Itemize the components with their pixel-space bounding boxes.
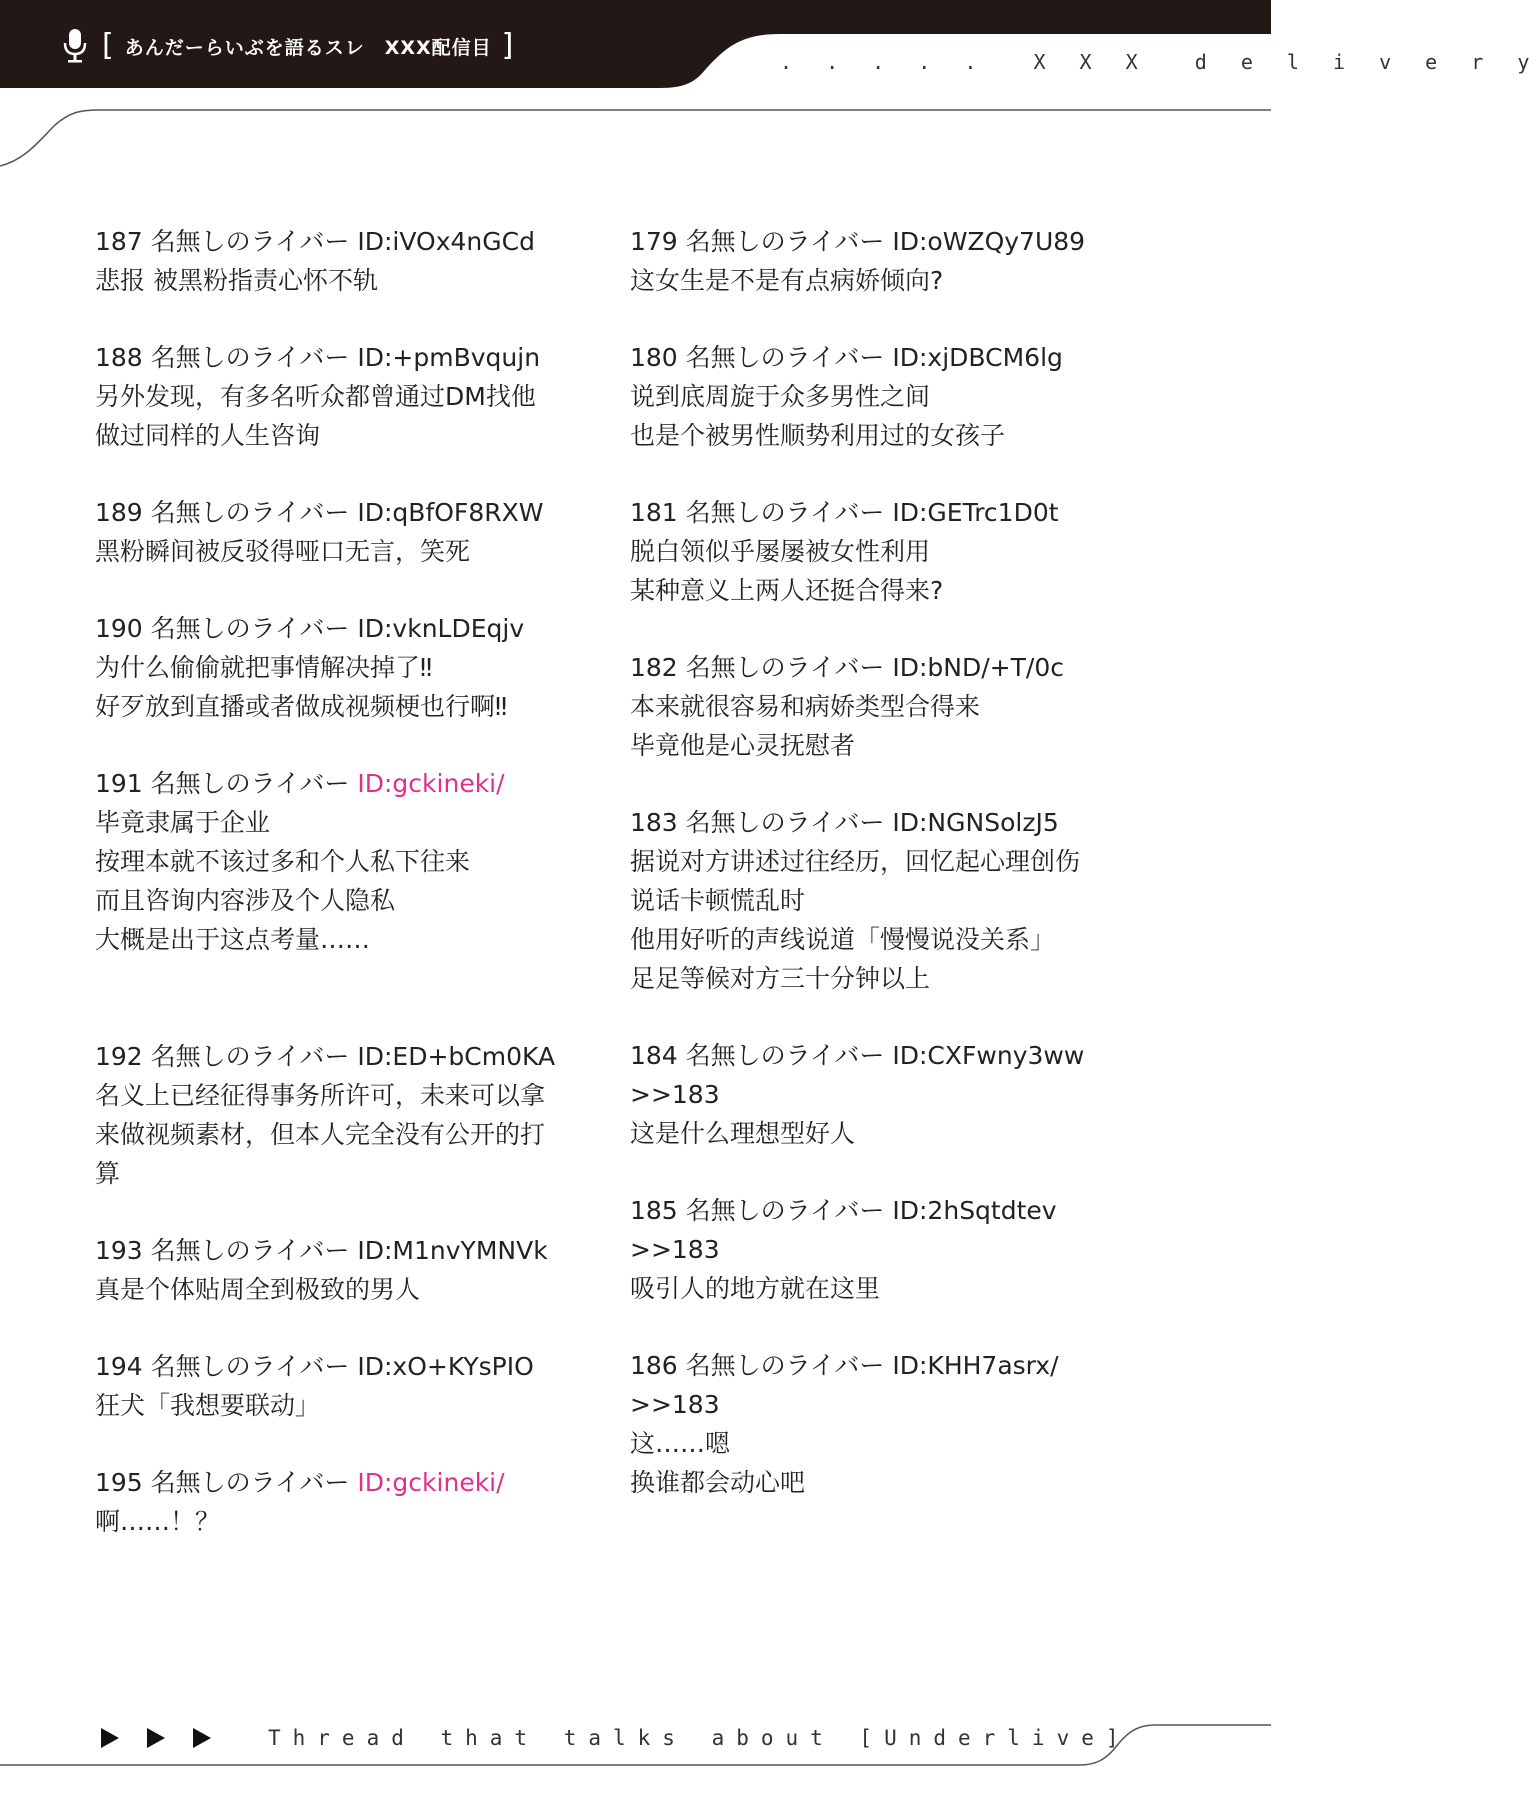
poster-id: ID:vknLDEqjv: [357, 614, 525, 643]
post-header: [95, 338, 595, 377]
post-text-line: 狂犬「我想要联动」: [95, 1391, 321, 1420]
post-text-line: 某种意义上两人还挺合得来?: [630, 576, 944, 605]
post-text-line: 另外发现，有多名听众都曾通过DM找他: [95, 382, 536, 411]
post-text-line: 换谁都会动心吧: [630, 1468, 806, 1497]
header-bracket-open: [: [102, 28, 115, 63]
microphone-icon: [58, 27, 92, 65]
post-text-line: 这是什么理想型好人: [630, 1119, 856, 1148]
post-header: [95, 1037, 595, 1076]
header-divider-line: [0, 110, 1271, 166]
thread-post: [630, 1191, 1130, 1308]
thread-post: [630, 1346, 1130, 1502]
poster-name: 名無しのライバー: [685, 498, 885, 527]
post-number: 190: [95, 614, 143, 643]
post-header: [630, 1346, 1130, 1385]
poster-name: 名無しのライバー: [150, 1468, 350, 1497]
post-number: 186: [630, 1351, 678, 1380]
post-header: [630, 493, 1130, 532]
thread-post: [630, 338, 1130, 455]
thread-post: [95, 1347, 595, 1425]
thread-post: [95, 609, 595, 726]
post-text-line: 毕竟他是心灵抚慰者: [630, 731, 856, 760]
post-number: 191: [95, 769, 143, 798]
post-text-line: 来做视频素材，但本人完全没有公开的打: [95, 1120, 546, 1149]
post-number: 179: [630, 227, 678, 256]
post-number: 188: [95, 343, 143, 372]
thread-post: [630, 1036, 1130, 1153]
poster-id: ID:ED+bCm0KA: [357, 1042, 556, 1071]
post-number: 192: [95, 1042, 143, 1071]
poster-name: 名無しのライバー: [685, 227, 885, 256]
post-header: [630, 338, 1130, 377]
post-header: [630, 1191, 1130, 1230]
post-text-line: 大概是出于这点考量……: [95, 925, 371, 954]
header-bracket-close: ]: [501, 28, 515, 63]
poster-name: 名無しのライバー: [150, 1236, 350, 1265]
thread-post: [95, 493, 595, 571]
post-number: 184: [630, 1041, 678, 1070]
reply-anchor[interactable]: >>183: [630, 1390, 720, 1419]
play-arrow-icon: [146, 1727, 166, 1749]
poster-name: 名無しのライバー: [150, 343, 350, 372]
poster-name: 名無しのライバー: [150, 1352, 350, 1381]
post-text-line: 吸引人的地方就在这里: [630, 1274, 881, 1303]
post-header: [630, 222, 1130, 261]
post-number: 193: [95, 1236, 143, 1265]
post-text-line: 按理本就不该过多和个人私下往来: [95, 847, 471, 876]
poster-id: ID:NGNSolzJ5: [892, 808, 1059, 837]
poster-id: ID:gckineki/: [357, 769, 505, 798]
post-text-line: 而且咨询内容涉及个人隐私: [95, 886, 396, 915]
post-header: [630, 648, 1130, 687]
post-text-line: 这女生是不是有点病娇倾向?: [630, 266, 944, 295]
poster-name: 名無しのライバー: [150, 614, 350, 643]
play-arrow-icon: [100, 1727, 120, 1749]
thread-post: [630, 493, 1130, 610]
post-text-line: 做过同样的人生咨询: [95, 421, 321, 450]
play-arrow-icon: [192, 1727, 212, 1749]
poster-id: ID:gckineki/: [357, 1468, 505, 1497]
post-header: [95, 1231, 595, 1270]
poster-name: 名無しのライバー: [150, 769, 350, 798]
post-text-line: 名义上已经征得事务所许可，未来可以拿: [95, 1081, 546, 1110]
post-text-line: 悲报 被黑粉指责心怀不轨: [95, 266, 378, 295]
right-post-column: [630, 222, 1130, 1540]
post-number: 180: [630, 343, 678, 372]
thread-post: [95, 1037, 595, 1193]
post-number: 187: [95, 227, 143, 256]
thread-post: [95, 1231, 595, 1309]
header-subtitle: . . . . . X X X d e l i v e r y: [780, 50, 1540, 74]
post-header: [95, 1463, 595, 1502]
poster-name: 名無しのライバー: [685, 343, 885, 372]
post-text-line: 这……嗯: [630, 1429, 731, 1458]
post-text-line: 算: [95, 1159, 121, 1188]
thread-post: [630, 803, 1130, 998]
post-text-line: 据说对方讲述过往经历，回忆起心理创伤: [630, 847, 1081, 876]
thread-post: [630, 648, 1130, 765]
poster-name: 名無しのライバー: [685, 653, 885, 682]
post-number: 182: [630, 653, 678, 682]
header-title: [58, 26, 514, 66]
post-header: [95, 493, 595, 532]
poster-name: 名無しのライバー: [685, 1041, 885, 1070]
poster-id: ID:xjDBCM6lg: [892, 343, 1063, 372]
post-header: [95, 764, 595, 803]
poster-id: ID:+pmBvqujn: [357, 343, 541, 372]
poster-id: ID:KHH7asrx/: [892, 1351, 1059, 1380]
post-header: [630, 1036, 1130, 1075]
post-text-line: 啊……！？: [95, 1507, 221, 1536]
poster-id: ID:iVOx4nGCd: [357, 227, 535, 256]
poster-id: ID:2hSqtdtev: [892, 1196, 1057, 1225]
poster-id: ID:qBfOF8RXW: [357, 498, 544, 527]
post-text-line: 为什么偷偷就把事情解决掉了‼: [95, 653, 433, 682]
post-header: [630, 803, 1130, 842]
footer-text: Thread that talks about [Underlive]: [268, 1726, 1131, 1750]
thread-post: [95, 764, 595, 959]
post-header: [95, 1347, 595, 1386]
thread-post: [95, 222, 595, 300]
poster-name: 名無しのライバー: [685, 1196, 885, 1225]
thread-title: あんだーらいぶを語るスレ XXX配信目: [124, 36, 492, 59]
poster-id: ID:xO+KYsPIO: [357, 1352, 534, 1381]
poster-id: ID:bND/+T/0c: [892, 653, 1064, 682]
poster-name: 名無しのライバー: [685, 808, 885, 837]
thread-post: [95, 338, 595, 455]
post-header: [95, 609, 595, 648]
poster-name: 名無しのライバー: [150, 227, 350, 256]
post-text-line: 黑粉瞬间被反驳得哑口无言，笑死: [95, 537, 471, 566]
post-text-line: 毕竟隶属于企业: [95, 808, 271, 837]
post-number: 185: [630, 1196, 678, 1225]
post-text-line: 说到底周旋于众多男性之间: [630, 382, 931, 411]
reply-anchor[interactable]: >>183: [630, 1235, 720, 1264]
poster-name: 名無しのライバー: [150, 1042, 350, 1071]
post-text-line: 真是个体贴周全到极致的男人: [95, 1275, 421, 1304]
left-post-column: [95, 222, 595, 1579]
post-text-line: 说话卡顿慌乱时: [630, 886, 806, 915]
post-number: 194: [95, 1352, 143, 1381]
post-header: [95, 222, 595, 261]
post-number: 181: [630, 498, 678, 527]
post-number: 183: [630, 808, 678, 837]
footer: [100, 1718, 1131, 1758]
poster-name: 名無しのライバー: [150, 498, 350, 527]
post-text-line: 本来就很容易和病娇类型合得来: [630, 692, 981, 721]
post-number: 189: [95, 498, 143, 527]
poster-name: 名無しのライバー: [685, 1351, 885, 1380]
post-text-line: 他用好听的声线说道「慢慢说没关系」: [630, 925, 1056, 954]
poster-id: ID:CXFwny3ww: [892, 1041, 1085, 1070]
thread-post: [630, 222, 1130, 300]
poster-id: ID:GETrc1D0t: [892, 498, 1059, 527]
poster-id: ID:M1nvYMNVk: [357, 1236, 548, 1265]
poster-id: ID:oWZQy7U89: [892, 227, 1086, 256]
post-text-line: 足足等候对方三十分钟以上: [630, 964, 931, 993]
post-text-line: 好歹放到直播或者做成视频梗也行啊‼: [95, 692, 508, 721]
thread-post: [95, 1463, 595, 1541]
post-number: 195: [95, 1468, 143, 1497]
post-text-line: 也是个被男性顺势利用过的女孩子: [630, 421, 1006, 450]
reply-anchor[interactable]: >>183: [630, 1080, 720, 1109]
post-text-line: 脱白领似乎屡屡被女性利用: [630, 537, 931, 566]
